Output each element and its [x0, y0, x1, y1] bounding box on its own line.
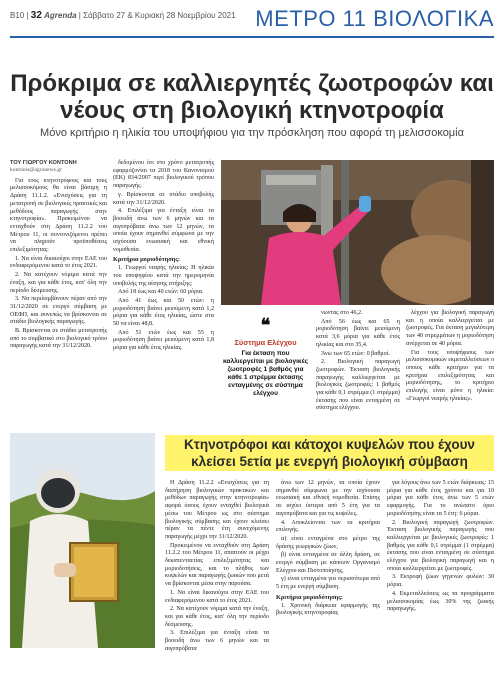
- article-column-2: [113, 160, 214, 425]
- paragraph: 2. Βιολογική παραγωγή ζωοτροφών. Έκταση βιολογικής παραγωγής καλλιεργείται με βιολογικές ζωοτροφές: 1 βαθμός για κάθε 0,1 στρέμμα (1 στρέμμα) έκτασης που είναι ενταγμένη σε σύστημα ελέγχου.: [316, 359, 400, 412]
- paragraph: γ) είναι ενταγμένα για περισσότερα από 5 έτη με ενεργή σύμβαση.: [276, 576, 380, 591]
- paragraph: Από 41 έως και 50 ετών: η μοριοδότηση βαίνει μειούμενη κατά 1,2 μόρια για κάθε έτος ηλικίας, ώστε στα 50 να είναι 48,8.: [113, 297, 214, 328]
- article2-column-2: [276, 480, 380, 670]
- paragraph: 2. Να κατέχουν νόμιμα κατά την έναξη, και για κάθε έτος, κατ' όλη την περίοδο δέσμευσης.: [165, 606, 269, 628]
- article-column-4: [406, 310, 494, 425]
- article2-column-3: [387, 480, 494, 670]
- pull-quote: [221, 315, 310, 398]
- issue-date: Σάββατο 27 & Κυριακή 28 Νοεμβρίου 2021: [83, 11, 236, 20]
- paragraph: α) είναι ενταγμένα στο μέτρο της δράσης γεωργικών ζώων,: [276, 535, 380, 550]
- pull-quote-heading: Σύστημα Ελέγχου: [234, 338, 297, 347]
- paragraph: 1. Να είναι δικαιούχοι στην ΕΑΕ του ενδιαφερόμενου κατά το έτος 2021.: [10, 255, 107, 270]
- paragraph: 4. Επιλέξιμα για ένταξη είναι τα βοοειδή άνω των 6 μηνών και τα αιγοπρόβατα άνω των 12 μηνών, τα οποία έχουν σημανθεί σύμφωνα με την ισχύουσα ενωσιακή και εθνική νομοθεσία.: [113, 208, 214, 253]
- criteria-heading: Κριτήρια μοριοδότησης:: [276, 593, 343, 601]
- paragraph: Από 18 έως και 40 ετών: 60 μόρια.: [118, 289, 204, 296]
- paragraph: 1. Να είναι δικαιούχοι στην ΕΑΕ του ενδιαφερόμενου κατά το έτος 2021.: [165, 589, 269, 604]
- page-header: [10, 6, 494, 44]
- quote-mark: ❝: [260, 315, 271, 335]
- paragraph: 3. Να περιλαμβάνουν πέραν από την 31/12/2020 σε ενεργό σύμβαση με ΟΕΦΠ, και συνεπώς να βρίσκονται σε στάδιο βιολογικής παραγωγής.: [10, 296, 107, 326]
- paragraph: Από 56 έως και 65 η μοριοδότηση βαίνει μειούμενη κατά 3,6 μόρια για κάθε έτος ηλικίας και στο 35,4.: [316, 318, 400, 348]
- publication-name: Agrenda: [44, 11, 77, 20]
- paragraph: Από 51 ετών έως και 55 η μοριοδότηση βαίνει μειούμενη κατά 1,8 μόρια για κάθε έτος ηλικίας.: [113, 329, 214, 352]
- paragraph: για λόγους άνω των 5 ετών διάρκειας: 15 μόρια για κάθε έτος χρόνου και για 10 μόρια για κάθε έτος άνω των 5 ετών εφαρμογής. Για το ανώτατο όριο μοριοδότησης είναι τα 5 έτη: 6 μόρια.: [387, 480, 494, 517]
- article2-title: Κτηνοτρόφοι και κάτοχοι κυψελών που έχουν κλείσει 5ετία με ενεργή βιολογική σύμβαση: [184, 437, 475, 469]
- header-rule: [10, 36, 494, 38]
- page-info: B10 | 32 Agrenda | Σάββατο 27 & Κυριακή 28 Νοεμβρίου 2021: [10, 10, 236, 21]
- criteria-heading: Κριτήρια μοριοδότησης:: [113, 256, 180, 264]
- page-number: 32: [30, 10, 42, 21]
- paragraph: β) είναι ενταγμένα σε άλλη δράση, σε ενεργό σύμβαση με κάποιον Οργανισμό Ελέγχου και Πιστοποίησης,: [276, 552, 380, 574]
- paragraph: Για τους υποψήφιους των μελισσοκομικών εκμεταλλεύσεων ο οποίος κάθε κριτήριο για τα κριτήρια επιλεξιμότητας και μοριοδότησης, το κριτήριο επιλογής είναι μόνο η ηλικία: «Γεωργοί νεαρής ηλικίας».: [406, 349, 494, 402]
- page-code: B10: [10, 11, 25, 20]
- article-subtitle: Μόνο κριτήριο η ηλικία του υποψήφιου για την πρόσκληση που αφορά τη μελισσοκομία: [40, 127, 464, 139]
- paragraph: 1. Γεωργοί νεαρής ηλικίας: Η ηλικία του υποψηφίου κατά την ημερομηνία υποβολής της αίτησης στήριξης:: [113, 265, 214, 287]
- paragraph: Άνω των 65 ετών: 0 βαθμοί.: [321, 350, 390, 357]
- paragraph: 2. Βιολογική παραγωγή ζωοτροφών. Έκταση βιολογικής παραγωγής που καλλιεργείται με βιολογικές ζωοτροφές: 1 βαθμός για κάθε 0,1 στρέμμα (1 στρέμμα) έκτασης που είναι ενταγμένη σε σύστημα ελέγχου για βιολογική παραγωγή και η οποία καλλιεργείται με ζωοτροφές.: [387, 519, 494, 572]
- milking-worker-photo: [221, 160, 494, 305]
- milking-scene-illustration: [221, 160, 494, 305]
- section-title: ΜΕΤΡΟ 11 ΒΙΟΛΟΓΙΚΑ: [255, 6, 494, 31]
- paragraph: 4. Εκμεταλλεύσεις ως τα προγράμματα μελισσοκομίας έως 30% της ζωικής παραγωγής.: [387, 590, 494, 613]
- paragraph: Προκειμένου να ενταχθούν στη Δράση 11.2.2 του Μέτρου 11, απαιτούν οι μέχρι δεκαπενταετίας επιλεξιμότητας και μοριοδοτήσεις, και το πλήθος των κυψελών και παραγωγής ζωικών που μετά να βρίσκονται μέσα στην παρούσα.: [165, 542, 269, 588]
- beekeeper-photo: [10, 433, 155, 648]
- paragraph: δεδομένου ότι στο χρόνο μετατροπής εφαρμόζονται τα 2018 του Κανονισμού (ΕΚ) 834/2007 περί βιολογικού τρόπου παραγωγής.: [113, 160, 214, 190]
- byline: ΤΟΥ ΓΙΩΡΓΟΥ ΚΟΝΤΟΝΗ: [10, 160, 77, 166]
- paragraph: νωντας στο 46,2.: [321, 310, 363, 316]
- author-email: kontonis@agronews.gr: [10, 167, 62, 173]
- paragraph: 3. Εκτροφή ζώων γηγενών φυλών: 30 μόρια.: [387, 574, 494, 589]
- pull-quote-text: Για έκταση που καλλιεργείται με βιολογικές ζωοτροφές 1 βαθμός για κάθε 1 στρέμμα έκτασης ενταγμένης σε σύστημα ελέγχου: [222, 350, 309, 397]
- paragraph: 3. Επιλέξιμα για ένταξη είναι τα βοοειδή άνω των 6 μηνών και τα αιγοπρόβατα: [165, 630, 269, 652]
- beekeeper-illustration: [10, 433, 155, 648]
- paragraph: Η Δράση 11.2.2 «Ενισχύσεις για τη διατήρηση βιολογικών πρακτικών και μεθόδων παραγωγής στην κτηνοτροφία» αφορά όσους έχουν ενταχθεί βιολογικά μέσω του Μέτρου ως στο σύστημα βιολογικής σύμβασης και έχουν κλείσει πέραν τα πέντε έτη συνεχόμενης παραγωγής μέχρι την 31/12/2020.: [165, 480, 269, 540]
- paragraph: Για τους κτηνοτρόφους και τους μελισσοκόμους θα είναι βάσιμη η Δράση 11.1.2. «Ενισχύσεις για τη μετατροπή σε βιολογικές πρακτικές και μεθόδους παραγωγής στην κτηνοτροφία». Προκειμένου να ενταχθούν στη Δράση 11.2.2 του Μέτρου 11, οι συντονιζόμενοι πρέπει να πληρούν προϋποθέσεις επιλεξιμότητας:: [10, 177, 107, 254]
- paragraph: 1. Χρονική διάρκεια εφαρμογής της βιολογικής κτηνοτροφίας: [276, 602, 380, 617]
- article2-column-1: [165, 480, 269, 670]
- paragraph: άνω των 12 μηνών, τα οποία έχουν σημανθεί σύμφωνα με την ισχύουσα ενωσιακή και εθνική νομοθεσία. Επίσης σε ισχύει ύστερα από 5 έτη για τα αιγοπρόβατα και για τις κυψέλες.: [276, 480, 380, 517]
- paragraph: γ. Βρίσκονται σε στάδιο υποβολής κατά την 31/12/2020.: [113, 191, 214, 206]
- paragraph: 2. Να κατέχουν νόμιμα κατά την έναξη, και για κάθε έτος, κοτ' όλη την περίοδο δέσμευσης.: [10, 272, 107, 294]
- paragraph: 4. Αποκλείονται των τα κριτήρια επιλογής.: [276, 519, 380, 534]
- article-title: Πρόκριμα σε καλλιεργητές ζωοτροφών και νέους στη βιολογική κτηνοτροφία: [10, 70, 494, 124]
- paragraph: λέγχου για βιολογική παραγωγή και η οποία καλλιεργείται με ζωοτροφές. Για έκταση μεγαλύτερη των 40 στρεμμάτων η μοριοδότηση ανέρχεται σε 40 μόρια.: [406, 310, 494, 347]
- article-column-1: [10, 160, 107, 425]
- article-column-3: [316, 310, 400, 425]
- paragraph: Β. Βρίσκονται σε στάδιο μετατροπής από το συμβατικό στο βιολογικό τρόπο παραγωγής κατά την 31/12/2020.: [10, 328, 107, 350]
